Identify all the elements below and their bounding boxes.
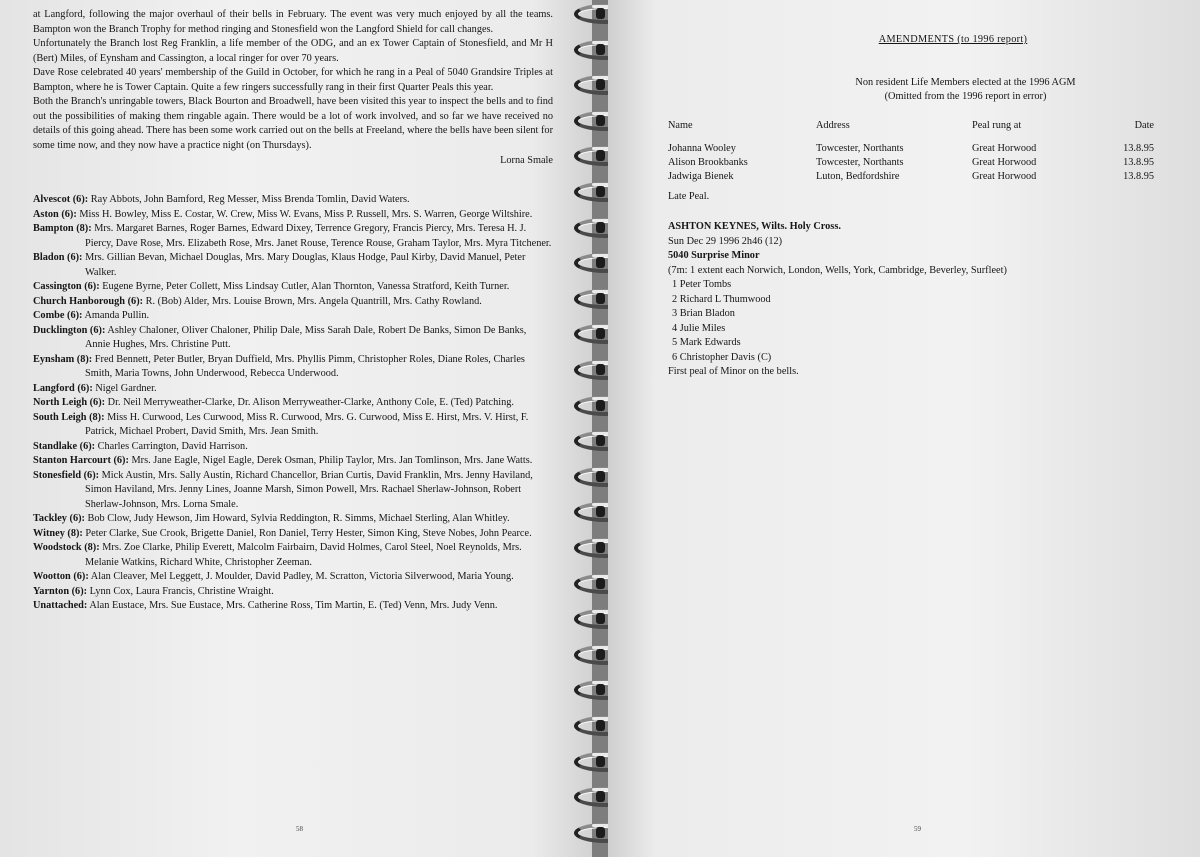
tower-entry xyxy=(33,251,553,280)
report-paragraph: Both the Branch's unringable towers, Black Bourton and Broadwell, have been visited this year to inspect the bells and to find out the possibilities of making them ringable again. There would be a lot of work involved, and so far we have received no details of this going ahead. There has been some work carried out on the bells at Freeland, where the bells have been silent for some time now, and they now have a practice night (on Thursdays). xyxy=(33,96,553,151)
life-members-heading xyxy=(783,76,1148,104)
tower-entry xyxy=(33,440,553,455)
tower-members: Mrs. Zoe Clarke, Philip Everett, Malcolm Fairbairn, David Holmes, Carol Steel, Noel Reynolds, Mrs. Melanie Watkins, Richard White, Christopher Zeeman. xyxy=(85,542,522,568)
tower-name: Witney (8): xyxy=(33,527,83,539)
tower-members: Bob Clow, Judy Hewson, Jim Howard, Sylvia Reddington, R. Simms, Michael Sterling, Alan Whitley. xyxy=(84,513,510,524)
tower-entry xyxy=(33,512,553,527)
peal-title: ASHTON KEYNES, Wilts. Holy Cross. xyxy=(668,221,841,232)
tower-members: Charles Carrington, David Harrison. xyxy=(95,440,248,452)
tower-entry xyxy=(33,295,553,310)
tower-members: Eugene Byrne, Peter Collett, Miss Lindsay Cutler, Alan Thornton, Vanessa Stratford, Keith Turner. xyxy=(99,281,510,292)
tower-members: Mrs. Gillian Bevan, Michael Douglas, Mrs. Mary Douglas, Klaus Hodge, Paul Kirby, David Manuel, Peter Walker. xyxy=(82,252,526,278)
life-members-subtitle: Non resident Life Members elected at the 1996 AGM xyxy=(855,77,1076,88)
member-date: 13.8.95 xyxy=(1123,142,1154,154)
tower-name: Stanton Harcourt (6): xyxy=(33,455,129,466)
tower-entry xyxy=(33,309,553,324)
column-header-peal: Peal rung at xyxy=(972,120,1022,131)
member-name: Johanna Wooley xyxy=(668,142,736,154)
tower-members: Ashley Chaloner, Oliver Chaloner, Philip Dale, Miss Sarah Dale, Robert De Banks, Simon De Banks, Annie Hughes, Mrs. Christine Putt. xyxy=(85,324,527,350)
tower-name: Church Hanborough (6): xyxy=(33,295,144,307)
member-peal: Great Horwood xyxy=(972,142,1037,154)
tower-members: Mrs. Jane Eagle, Nigel Eagle, Derek Osman, Philip Taylor, Mrs. Jan Tomlinson, Mrs. Jane Watts. xyxy=(128,455,533,466)
column-header-address: Address xyxy=(816,120,850,131)
member-peal: Great Horwood xyxy=(972,170,1037,182)
ringer: 4 Julie Miles xyxy=(672,322,726,334)
tower-member-list xyxy=(33,193,553,614)
tower-name: Alvescot (6): xyxy=(33,194,89,205)
tower-name: Cassington (6): xyxy=(33,281,100,292)
tower-members: Alan Eustace, Mrs. Sue Eustace, Mrs. Catherine Ross, Tim Martin, E. (Ted) Venn, Mrs. Judy Venn. xyxy=(87,600,498,611)
member-peal: Great Horwood xyxy=(972,156,1037,168)
report-signature: Lorna Smale xyxy=(500,155,553,166)
page-number: 59 xyxy=(914,825,921,833)
peal-date: Sun Dec 29 1996 2h46 (12) xyxy=(668,235,783,247)
tower-name: Ducklington (6): xyxy=(33,324,106,336)
tower-members: Dr. Neil Merryweather-Clarke, Dr. Alison Merryweather-Clarke, Anthony Cole, E. (Ted) Patching. xyxy=(105,397,514,408)
tower-entry xyxy=(33,454,553,469)
tower-members: Alan Cleaver, Mel Leggett, J. Moulder, David Padley, M. Scratton, Victoria Silverwood, Maria Young. xyxy=(88,571,514,582)
table-row xyxy=(668,155,1154,169)
late-peal-label: Late Peal. xyxy=(668,191,710,202)
tower-name: Unattached: xyxy=(33,600,88,611)
ringer: 3 Brian Bladon xyxy=(672,308,735,319)
tower-entry xyxy=(33,208,553,223)
branch-report xyxy=(33,8,553,153)
tower-name: Bladon (6): xyxy=(33,252,83,263)
tower-entry xyxy=(33,541,553,570)
life-members-note: (Omitted from the 1996 report in error) xyxy=(884,91,1047,102)
member-date: 13.8.95 xyxy=(1123,156,1154,168)
tower-entry xyxy=(33,396,553,411)
peal-detail: (7m: 1 extent each Norwich, London, Wells, York, Cambridge, Beverley, Surfleet) xyxy=(668,264,1007,276)
tower-members: Nigel Gardner. xyxy=(92,382,157,394)
tower-entry xyxy=(33,193,553,208)
ringer: 1 Peter Tombs xyxy=(672,279,732,290)
tower-entry xyxy=(33,280,553,295)
tower-name: Standlake (6): xyxy=(33,440,96,452)
table-header-row xyxy=(668,120,1154,141)
page-number: 58 xyxy=(296,825,303,833)
tower-name: Langford (6): xyxy=(33,382,93,394)
table-row xyxy=(668,141,1154,155)
ringer: 2 Richard L Thumwood xyxy=(672,293,771,305)
tower-name: Yarnton (6): xyxy=(33,585,88,597)
tower-entry xyxy=(33,527,553,542)
tower-entry xyxy=(33,324,553,353)
life-members-table xyxy=(668,120,1154,183)
member-address: Luton, Bedfordshire xyxy=(816,170,900,182)
peal-record xyxy=(668,220,1148,380)
tower-name: Combe (6): xyxy=(33,310,83,321)
member-address: Towcester, Northants xyxy=(816,156,904,168)
tower-name: Stonesfield (6): xyxy=(33,469,100,481)
column-header-date: Date xyxy=(1134,120,1154,131)
left-page-content xyxy=(33,8,553,614)
tower-members: Amanda Pullin. xyxy=(82,310,150,321)
right-page-content xyxy=(668,34,1154,380)
report-paragraph: at Langford, following the major overhaul of their bells in February. The event was very much enjoyed by all the teams. Bampton won the Branch Trophy for method ringing and Stonesfield won the Langford Shield for call changes. xyxy=(33,9,553,35)
tower-entry xyxy=(33,469,553,513)
tower-name: Bampton (8): xyxy=(33,223,92,234)
tower-entry xyxy=(33,382,553,397)
tower-members: Miss H. Curwood, Les Curwood, Miss R. Curwood, Mrs. G. Curwood, Miss E. Hirst, Mrs. V. Hirst, F. Patrick, Michael Probert, David Smith, Mrs. Jean Smith. xyxy=(85,411,529,437)
right-page xyxy=(608,0,1200,857)
tower-members: Mick Austin, Mrs. Sally Austin, Richard Chancellor, Brian Curtis, David Franklin, Mrs. Jenny Haviland, Simon Haviland, Mrs. Jenny Lines, Joanne Marsh, Simon Powell, Mrs. Rachael Sherlaw-Johnson, Robert Sherlaw-Johnson, Mrs. Lorna Smale. xyxy=(85,469,533,510)
member-date: 13.8.95 xyxy=(1123,170,1154,182)
tower-name: South Leigh (8): xyxy=(33,411,105,423)
tower-members: Ray Abbots, John Bamford, Reg Messer, Miss Brenda Tomlin, David Waters. xyxy=(88,194,410,205)
tower-name: Woodstock (8): xyxy=(33,542,100,553)
tower-entry xyxy=(33,222,553,251)
tower-entry xyxy=(33,353,553,382)
ringer: 5 Mark Edwards xyxy=(672,337,741,348)
tower-name: Tackley (6): xyxy=(33,513,85,524)
tower-members: Lynn Cox, Laura Francis, Christine Wraight. xyxy=(87,585,274,597)
report-paragraph: Unfortunately the Branch lost Reg Franklin, a life member of the ODG, and an ex Tower Captain of Stonesfield, and Mr H (Bert) Miles, of Eynsham and Cassington, a local ringer for over 70 years. xyxy=(33,38,553,64)
tower-entry xyxy=(33,570,553,585)
member-address: Towcester, Northants xyxy=(816,142,904,154)
tower-name: Aston (6): xyxy=(33,208,77,220)
column-header-name: Name xyxy=(668,120,693,131)
amendments-title: AMENDMENTS (to 1996 report) xyxy=(878,34,1028,45)
report-paragraph: Dave Rose celebrated 40 years' membership of the Guild in October, for which he rang in a Peal of 5040 Grandsire Triples at Bampton, where he is Tower Captain. Quite a few ringers successfully rang in their first Quarter Peals this year. xyxy=(33,67,553,93)
left-page xyxy=(0,0,592,857)
table-row xyxy=(668,169,1154,183)
tower-members: Mrs. Margaret Barnes, Roger Barnes, Edward Dixey, Terrence Gregory, Francis Piercy, Mrs. Teresa H. J. Piercy, Dave Rose, Mrs. Elizabeth Rose, Mrs. Janet Rouse, Terence Rouse, Graham Taylor, Mrs. Myra Titchener. xyxy=(85,223,552,249)
tower-members: Miss H. Bowley, Miss E. Costar, W. Crew, Miss W. Evans, Miss P. Russell, Mrs. S. Warren, George Wiltshire. xyxy=(76,208,533,220)
tower-members: R. (Bob) Alder, Mrs. Louise Brown, Mrs. Angela Quantrill, Mrs. Cathy Rowland. xyxy=(143,295,482,307)
ringer: 6 Christopher Davis (C) xyxy=(672,351,772,363)
tower-name: Eynsham (8): xyxy=(33,353,93,365)
tower-members: Fred Bennett, Peter Butler, Bryan Duffield, Mrs. Phyllis Pimm, Christopher Roles, Diane Roles, Charles Smith, Maria Towns, John Underwood, Rebecca Underwood. xyxy=(85,353,525,379)
member-name: Jadwiga Bienek xyxy=(668,170,734,182)
peal-method: 5040 Surprise Minor xyxy=(668,250,760,261)
tower-entry xyxy=(33,585,553,600)
tower-entry xyxy=(33,411,553,440)
member-name: Alison Brookbanks xyxy=(668,156,748,168)
tower-members: Peter Clarke, Sue Crook, Brigette Daniel, Ron Daniel, Terry Hester, Simon King, Steve Nobes, John Pearce. xyxy=(82,527,532,539)
peal-footnote: First peal of Minor on the bells. xyxy=(668,366,799,377)
tower-entry xyxy=(33,599,553,614)
tower-name: North Leigh (6): xyxy=(33,397,106,408)
tower-name: Wootton (6): xyxy=(33,571,89,582)
